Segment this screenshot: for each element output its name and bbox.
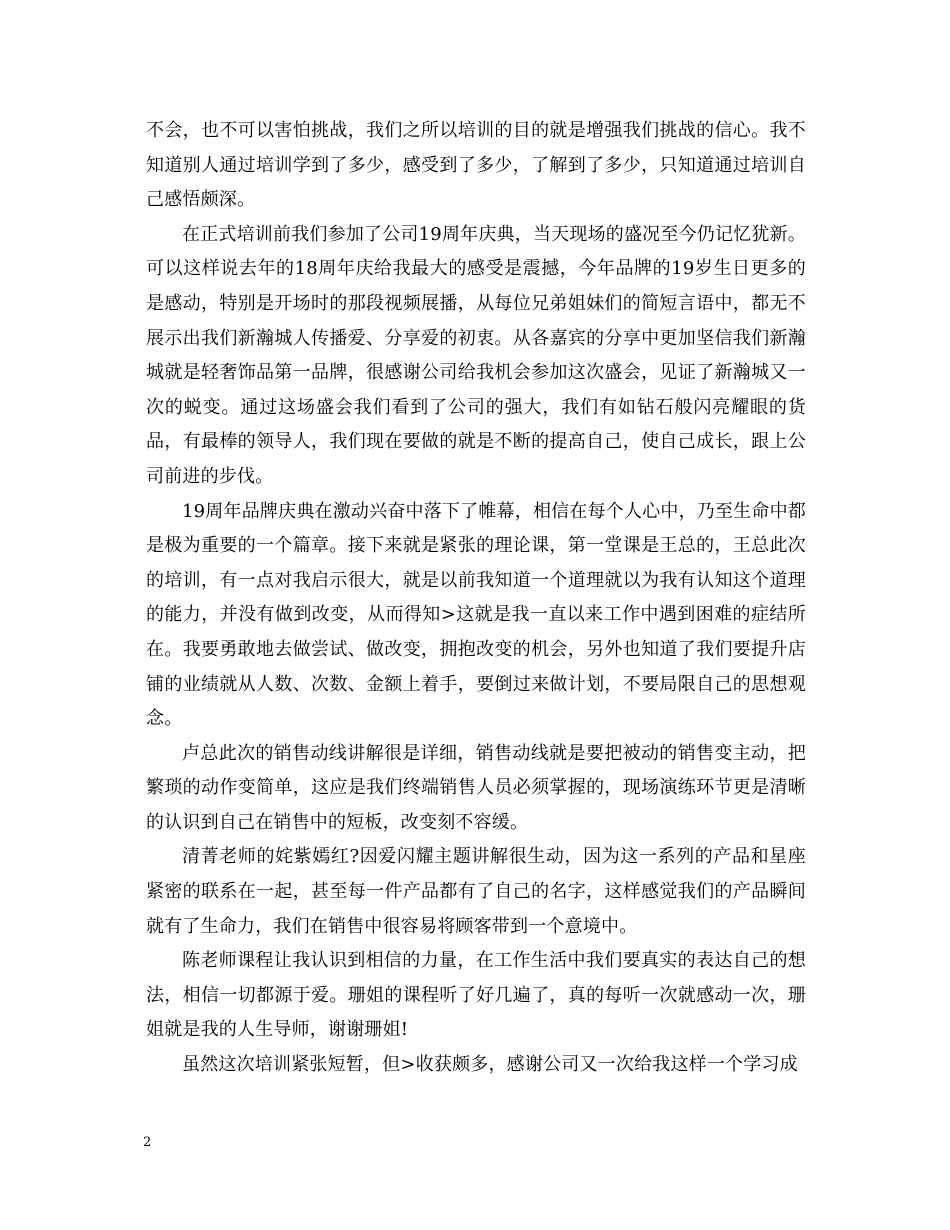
page-number: 2 — [143, 1135, 152, 1150]
paragraph-6: 陈老师课程让我认识到相信的力量，在工作生活中我们要真实的表达自己的想法，相信一切都源于爱。珊姐的课程听了好几遍了，真的每听一次就感动一次，珊姐就是我的人生导师，谢谢珊姐! — [146, 950, 806, 1041]
paragraph-7: 虽然这次培训紧张短暂，但>收获颇多，感谢公司又一次给我这样一个学习成 — [182, 1054, 798, 1076]
paragraph-3: 19周年品牌庆典在激动兴奋中落下了帷幕，相信在每个人心中，乃至生命中都是极为重要的一个篇章。接下来就是紧张的理论课，第一堂课是王总的，王总此次的培训，有一点对我启示很大，就是以前我知道一个道理就以为我有认知这个道理的能力，并没有做到改变，从而得知>这就是我一直以来工作中遇到困难的症结所在。我要勇敢地去做尝试、做改变，拥抱改变的机会，另外也知道了我们要提升店铺的业绩就从人数、次数、金额上着手，要倒过来做计划，不要局限自己的思想观念。 — [146, 500, 806, 730]
paragraph-1: 不会，也不可以害怕挑战，我们之所以培训的目的就是增强我们挑战的信心。我不知道别人通过培训学到了多少，感受到了多少，了解到了多少，只知道通过培训自己感悟颇深。 — [146, 120, 806, 211]
paragraph-5: 清菁老师的姹紫嫣红?因爱闪耀主题讲解很生动，因为这一系列的产品和星座紧密的联系在一起，甚至每一件产品都有了自己的名字，这样感觉我们的产品瞬间就有了生命力，我们在销售中很容易将顾客带到一个意境中。 — [146, 846, 806, 937]
paragraph-4: 卢总此次的销售动线讲解很是详细，销售动线就是要把被动的销售变主动，把繁琐的动作变简单，这应是我们终端销售人员必须掌握的，现场演练环节更是清晰的认识到自己在销售中的短板，改变刻不容缓。 — [146, 742, 806, 833]
paragraph-2: 在正式培训前我们参加了公司19周年庆典，当天现场的盛况至今仍记忆犹新。可以这样说去年的18周年庆给我最大的感受是震撼，今年品牌的19岁生日更多的是感动，特别是开场时的那段视频展播，从每位兄弟姐妹们的简短言语中，都无不展示出我们新瀚城人传播爱、分享爱的初衷。从各嘉宾的分享中更加坚信我们新瀚城就是轻奢饰品第一品牌，很感谢公司给我机会参加这次盛会，见证了新瀚城又一次的蜕变。通过这场盛会我们看到了公司的强大，我们有如钻石般闪亮耀眼的货品，有最棒的领导人，我们现在要做的就是不断的提高自己，使自己成长，跟上公司前进的步伐。 — [146, 223, 806, 487]
document-body — [146, 114, 806, 1083]
